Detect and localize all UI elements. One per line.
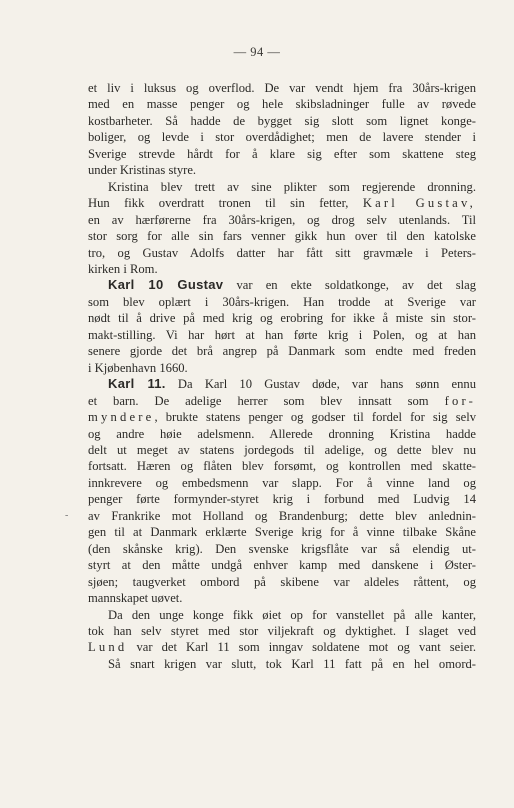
text-segment: Da Karl 10 Gustav døde, var hans sønn ennu [165,377,476,392]
page-number: — 94 — [233,45,281,59]
text-line: i Kjøbenhavn 1660. [88,360,188,375]
text-line: innkrevere og embedsmenn var slapp. For å vinne land og [88,475,476,490]
text-line: en av hærførerne fra 30års-krigen, og drog selv utenlands. Til [88,212,476,227]
text-line: som blev oplært i 30års-krigen. Han trodde at Sverige var [88,294,476,309]
text-line: tok han selv styret med stor viljekraft og dyktighet. I slaget ved [88,623,476,638]
text-line: sjøen; taugverket ombord på skibene var aldeles råttent, og [88,574,476,589]
text-line [88,393,476,409]
text-line: fortsatt. Hæren og flåten blev forsømt, og kontrollen med skatte- [88,459,476,474]
spaced-emphasis: Karl Gustav, [362,196,476,211]
text-line [88,277,476,293]
text-line: styrt at den måtte undgå enhver kamp med danskene i Øster- [88,558,476,573]
text-line: Kristina blev trett av sine plikter som regjerende dronning. [108,179,476,194]
text-segment: , brukte statens penger og godser til fordel for sig selv [154,410,476,425]
text-segment: Hun fikk overdratt tronen til sin fetter, [88,196,363,211]
text-line: mannskapet uøvet. [88,591,183,606]
section-heading: Karl 10 Gustav [108,277,224,293]
text-segment: var det Karl 11 som inngav soldatene mot og vant seier. [127,640,476,655]
text-line: et liv i luksus og overflod. De var vendt hjem fra 30års-krigen [88,81,476,95]
text-line: av Frankrike mot Holland og Brandenburg; dette blev anlednin- [88,508,476,523]
text-line: Så snart krigen var slutt, tok Karl 11 fatt på en hel omord- [108,656,476,671]
text-line [88,409,476,425]
spaced-emphasis: for- [444,393,476,408]
spaced-emphasis: myndere [88,410,155,425]
text-line: makt-stilling. Vi har hørt at han førte krig i Polen, og at han [88,327,476,342]
text-line [88,639,476,655]
spaced-emphasis: Lund [88,640,128,655]
text-line: delt ut meget av statens jordegods til adelige, og dette blev nu [88,442,476,457]
text-line: Da den unge konge fikk øiet op for vanstellet på alle kanter, [108,607,476,622]
text-line: kostbarheter. Så hadde de bygget sig slott som lignet konge- [88,113,476,128]
text-line [88,376,476,392]
text-segment: var en ekte soldatkonge, av det slag [223,278,476,293]
text-line: tro, og Gustav Adolfs datter har fått sitt gravmæle i Peters- [88,245,476,260]
text-line: med en masse penger og hele skibsladninger fulle av røvede [88,97,476,112]
text-line: kirken i Rom. [88,261,158,276]
text-line: nødt til å drive på med krig og erobring for ikke å miste sin stor- [88,311,476,326]
text-line: gen til at Danmark erklærte Sverige krig for å vinne tilbake Skåne [88,525,476,540]
body-text [88,80,476,672]
section-heading: Karl 11. [108,376,166,392]
text-line: senere gjorde det brå angrep på Danmark som endte med freden [88,344,476,359]
text-line: boliger, og levde i stor overdådighet; men de lavere stender i [88,130,476,145]
text-line: penger førte formynder-styret krig i forbund med Ludvig 14 [88,492,476,507]
text-line: og andre høie adelsmenn. Allerede dronning Kristina hadde [88,426,476,441]
text-line [88,195,476,211]
margin-mark: - [65,510,69,521]
text-segment: et barn. De adelige herrer som blev innsatt som [88,393,445,408]
text-line: under Kristinas styre. [88,163,197,178]
text-line: Sverige strevde hårdt for å klare sig efter som skattene steg [88,146,476,161]
text-line: (den skånske krig). Den svenske krigsflåte var så elendig ut- [88,541,476,556]
text-line: stor sorg for alle sin fars venner gikk hun over til den katolske [88,229,476,244]
